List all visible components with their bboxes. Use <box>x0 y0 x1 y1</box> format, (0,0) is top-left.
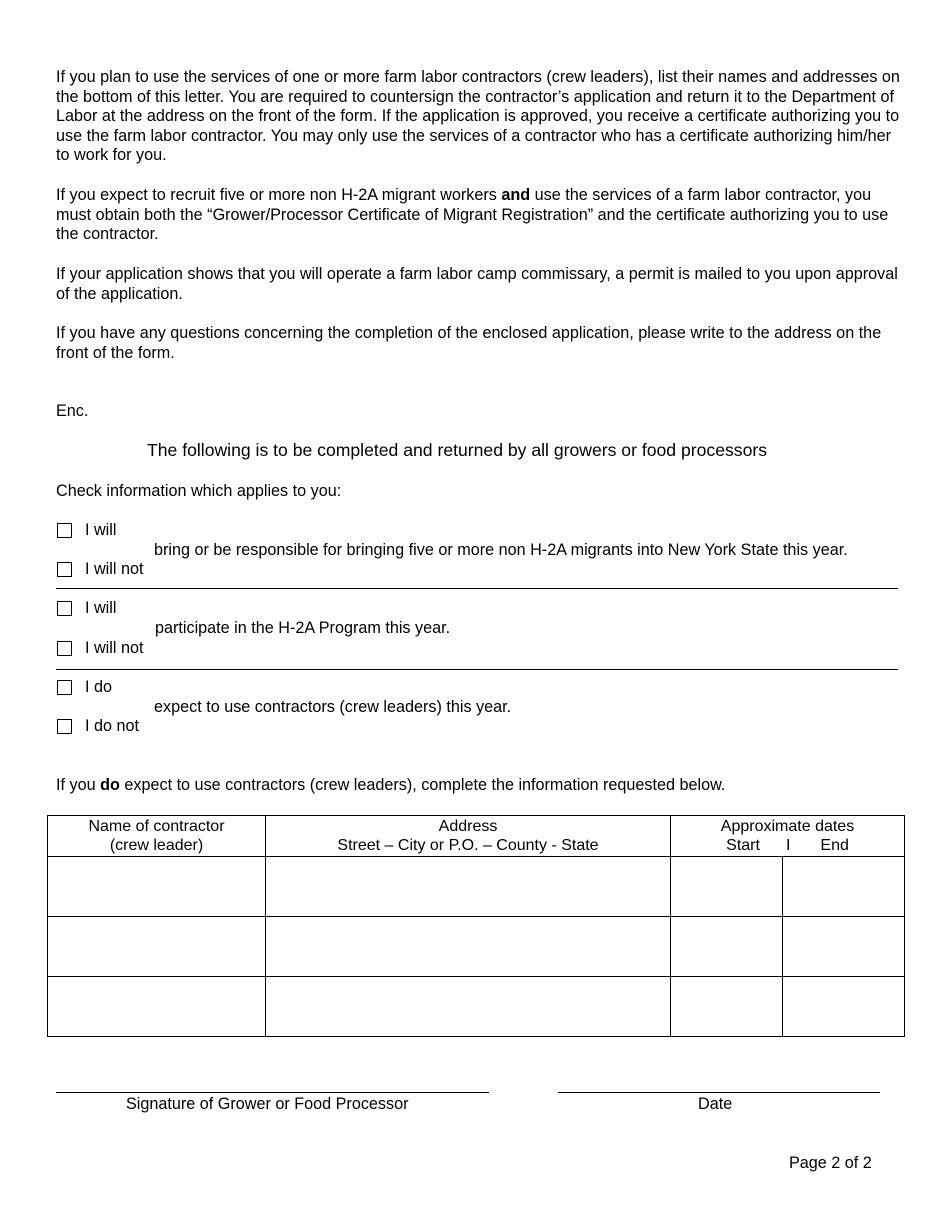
start-date-cell[interactable] <box>671 977 783 1037</box>
header-address <box>266 816 671 857</box>
contractor-name-cell[interactable] <box>48 917 266 977</box>
signature-line[interactable] <box>56 1092 489 1093</box>
header-address-line1: Address <box>438 818 498 835</box>
contractor-name-cell[interactable] <box>48 977 266 1037</box>
q1-option-will-label: I will <box>85 521 117 539</box>
contractor-table <box>47 815 905 1037</box>
date-line[interactable] <box>558 1092 880 1093</box>
p2-text-before: If you expect to recruit five or more non H-2A migrant workers <box>56 186 502 204</box>
contractor-note <box>56 776 725 796</box>
header-address-line2: Street – City or P.O. – County - State <box>337 837 599 854</box>
divider-1 <box>56 588 898 589</box>
p2-text-after: use the services of a farm labor contractor, you must obtain both the “Grower/Processor Certificate of Migrant Registration” and the certificate authorizing you to use the contractor. <box>56 186 889 244</box>
end-date-cell[interactable] <box>783 857 905 917</box>
header-start-end-separator: I <box>785 837 791 854</box>
table-header-row <box>48 816 905 857</box>
header-dates-line1: Approximate dates <box>720 818 855 835</box>
contractor-note-before: If you <box>56 776 101 794</box>
q1-option-will-not-label: I will not <box>85 560 144 578</box>
header-approximate-dates <box>671 816 905 857</box>
table-row <box>48 857 905 917</box>
header-contractor-name <box>48 816 266 857</box>
divider-2 <box>56 669 898 670</box>
checkbox-q2-will[interactable] <box>57 601 72 616</box>
start-date-cell[interactable] <box>671 917 783 977</box>
q2-statement: participate in the H-2A Program this year. <box>155 619 451 637</box>
signature-label: Signature of Grower or Food Processor <box>126 1095 409 1113</box>
paragraph-questions: If you have any questions concerning the completion of the enclosed application, please write to the address on the front of the form. <box>56 324 882 362</box>
paragraph-recruit-requirements <box>56 186 906 245</box>
contractor-address-cell[interactable] <box>266 977 671 1037</box>
table-row <box>48 977 905 1037</box>
table-row <box>48 917 905 977</box>
contractor-address-cell[interactable] <box>266 857 671 917</box>
header-start: Start <box>726 837 760 854</box>
checkbox-q3-do-not[interactable] <box>57 719 72 734</box>
checkbox-q2-will-not[interactable] <box>57 641 72 656</box>
end-date-cell[interactable] <box>783 917 905 977</box>
header-contractor-name-line2: (crew leader) <box>109 837 204 854</box>
contractor-note-bold-do: do <box>100 776 120 794</box>
header-contractor-name-line1: Name of contractor <box>88 818 225 835</box>
paragraph-contractor-services: If you plan to use the services of one or more farm labor contractors (crew leaders), list their names and addresses on the bottom of this letter. You are required to countersign the contractor’s application and return it to the Department of Labor at the address on the front of the form. If the application is approved, you receive a certificate authorizing you to use the farm labor contractor. You may only use the services of a contractor who has a certificate authorizing him/her to work for you. <box>56 68 900 165</box>
form-heading: The following is to be completed and returned by all growers or food processors <box>147 440 768 460</box>
p2-bold-and: and <box>501 186 531 204</box>
q1-statement: bring or be responsible for bringing five or more non H-2A migrants into New York State this year. <box>154 541 848 559</box>
q2-option-will-not-label: I will not <box>85 639 144 657</box>
contractor-name-cell[interactable] <box>48 857 266 917</box>
paragraph-commissary-permit: If your application shows that you will operate a farm labor camp commissary, a permit is mailed to you upon approval of the application. <box>56 265 898 303</box>
start-date-cell[interactable] <box>671 857 783 917</box>
q3-statement: expect to use contractors (crew leaders) this year. <box>154 698 512 716</box>
date-label: Date <box>698 1095 733 1113</box>
end-date-cell[interactable] <box>783 977 905 1037</box>
check-instruction: Check information which applies to you: <box>56 482 342 500</box>
header-end: End <box>820 837 849 854</box>
enclosure-label: Enc. <box>56 402 89 420</box>
q3-option-do-label: I do <box>85 678 113 696</box>
header-dates-line2 <box>671 836 904 855</box>
checkbox-q3-do[interactable] <box>57 680 72 695</box>
checkbox-q1-will[interactable] <box>57 523 72 538</box>
q2-option-will-label: I will <box>85 599 117 617</box>
page-number: Page 2 of 2 <box>789 1154 872 1172</box>
q3-option-do-not-label: I do not <box>85 717 140 735</box>
checkbox-q1-will-not[interactable] <box>57 562 72 577</box>
contractor-address-cell[interactable] <box>266 917 671 977</box>
contractor-note-after: expect to use contractors (crew leaders), complete the information requested below. <box>119 776 726 794</box>
